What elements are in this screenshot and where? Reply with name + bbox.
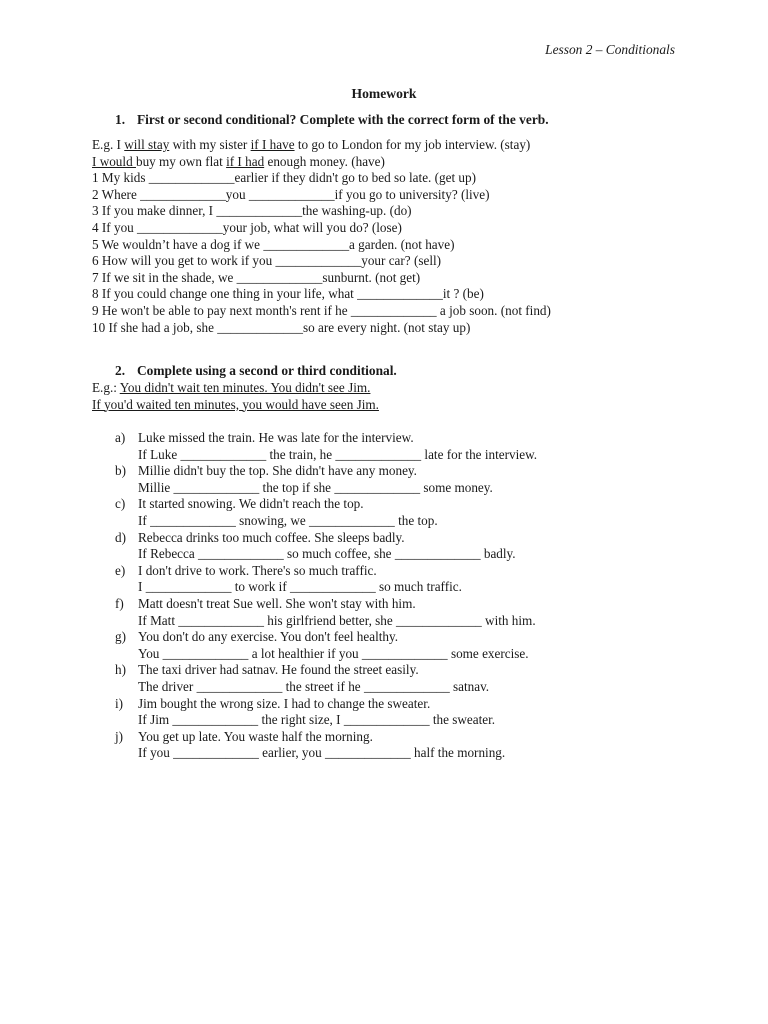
item-sentence: The taxi driver had satnav. He found the street easily. xyxy=(138,662,419,678)
exercise-item: 6 How will you get to work if you _____________your car? (sell) xyxy=(92,253,442,269)
item-sentence: You don't do any exercise. You don't feel healthy. xyxy=(138,629,399,645)
item-letter: i) xyxy=(115,695,124,711)
item-sentence: It started snowing. We didn't reach the top. xyxy=(138,496,364,512)
item-sentence: You get up late. You waste half the morning. xyxy=(138,728,373,744)
item-letter: j) xyxy=(115,728,124,744)
exercise-item xyxy=(115,530,715,563)
section1-number: 1. xyxy=(115,112,126,127)
example-run: with my sister xyxy=(169,137,251,152)
example-run: if I have xyxy=(250,137,295,152)
example-run: will stay xyxy=(124,137,170,152)
example-run: to go to London for my job interview. (stay) xyxy=(294,137,531,152)
item-letter: d) xyxy=(115,529,126,545)
item-letter: g) xyxy=(115,629,126,645)
section2-example-prefix: E.g.: xyxy=(92,380,120,395)
exercise-item xyxy=(115,430,715,463)
exercise-item xyxy=(115,596,715,629)
item-gap-sentence: Millie _____________ the top if she _____________ some money. xyxy=(138,479,493,495)
exercise-item: 5 We wouldn’t have a dog if we _____________a garden. (not have) xyxy=(92,236,455,252)
item-sentence: I don't drive to work. There's so much traffic. xyxy=(138,562,377,578)
exercise-item xyxy=(115,629,715,662)
item-gap-sentence: If you _____________ earlier, you _____________ half the morning. xyxy=(138,745,506,761)
exercise-item: 2 Where _____________you _____________if you go to university? (live) xyxy=(92,186,490,202)
item-letter: f) xyxy=(115,595,124,611)
section2-heading-text: Complete using a second or third conditional. xyxy=(137,363,397,378)
item-gap-sentence: If Luke _____________ the train, he _____________ late for the interview. xyxy=(138,446,538,462)
item-sentence: Jim bought the wrong size. I had to change the sweater. xyxy=(138,695,431,711)
section1-heading-text: First or second conditional? Complete with the correct form of the verb. xyxy=(137,112,549,127)
item-gap-sentence: You _____________ a lot healthier if you _____________ some exercise. xyxy=(138,645,529,661)
item-letter: e) xyxy=(115,562,126,578)
section1-example-line1 xyxy=(92,137,712,154)
exercise-item: 3 If you make dinner, I _____________the washing-up. (do) xyxy=(92,203,412,219)
exercise-item: 7 If we sit in the shade, we _____________sunburnt. (not get) xyxy=(92,269,421,285)
section2-heading xyxy=(115,363,397,380)
exercise-item: 1 My kids _____________earlier if they didn't go to bed so late. (get up) xyxy=(92,170,477,186)
section2-example-line1 xyxy=(92,380,712,397)
exercise-item xyxy=(115,729,715,762)
exercise-item: 10 If she had a job, she _____________so are every night. (not stay up) xyxy=(92,319,471,335)
lesson-header: Lesson 2 – Conditionals xyxy=(545,42,675,57)
example-run: buy my own flat xyxy=(135,153,227,169)
example-run: enough money. (have) xyxy=(264,153,385,169)
item-gap-sentence: I _____________ to work if _____________ so much traffic. xyxy=(138,579,462,595)
section2-example-line2 xyxy=(92,397,712,414)
section1-heading xyxy=(115,112,549,129)
page-title: Homework xyxy=(351,86,417,101)
example-run: if I had xyxy=(226,153,265,169)
item-gap-sentence: If Jim _____________ the right size, I _____________ the sweater. xyxy=(138,712,496,728)
example-run: I would xyxy=(92,153,136,169)
section1-example-line2 xyxy=(92,154,712,171)
example-run: E.g. I xyxy=(92,137,125,152)
section2-example-answer: If you'd waited ten minutes, you would have seen Jim. xyxy=(92,396,379,412)
section2-example xyxy=(92,380,712,413)
item-sentence: Rebecca drinks too much coffee. She sleeps badly. xyxy=(138,529,405,545)
item-sentence: Luke missed the train. He was late for the interview. xyxy=(138,430,414,445)
exercise-item xyxy=(115,662,715,695)
exercise-item xyxy=(115,463,715,496)
exercise-item xyxy=(115,496,715,529)
exercise-item: 9 He won't be able to pay next month's rent if he _____________ a job soon. (not find) xyxy=(92,302,551,318)
exercise-item: 8 If you could change one thing in your life, what _____________it ? (be) xyxy=(92,286,484,302)
item-letter: h) xyxy=(115,662,126,678)
item-gap-sentence: If _____________ snowing, we _____________ the top. xyxy=(138,512,438,528)
section2-number: 2. xyxy=(115,363,126,378)
section1-body xyxy=(92,137,712,336)
item-letter: a) xyxy=(115,430,126,445)
item-gap-sentence: If Rebecca _____________ so much coffee, she _____________ badly. xyxy=(138,546,516,562)
exercise-item xyxy=(115,696,715,729)
item-letter: c) xyxy=(115,496,126,512)
section2-example-sentence: You didn't wait ten minutes. You didn't see Jim. xyxy=(119,380,371,395)
item-gap-sentence: If Matt _____________ his girlfriend better, she _____________ with him. xyxy=(138,612,536,628)
section1-items xyxy=(92,170,712,336)
exercise-item xyxy=(115,563,715,596)
item-letter: b) xyxy=(115,463,126,479)
item-gap-sentence: The driver _____________ the street if he _____________ satnav. xyxy=(138,678,490,694)
exercise-item: 4 If you _____________your job, what will you do? (lose) xyxy=(92,219,402,235)
item-sentence: Matt doesn't treat Sue well. She won't stay with him. xyxy=(138,595,416,611)
section2-items xyxy=(115,430,715,762)
item-sentence: Millie didn't buy the top. She didn't have any money. xyxy=(138,463,417,479)
